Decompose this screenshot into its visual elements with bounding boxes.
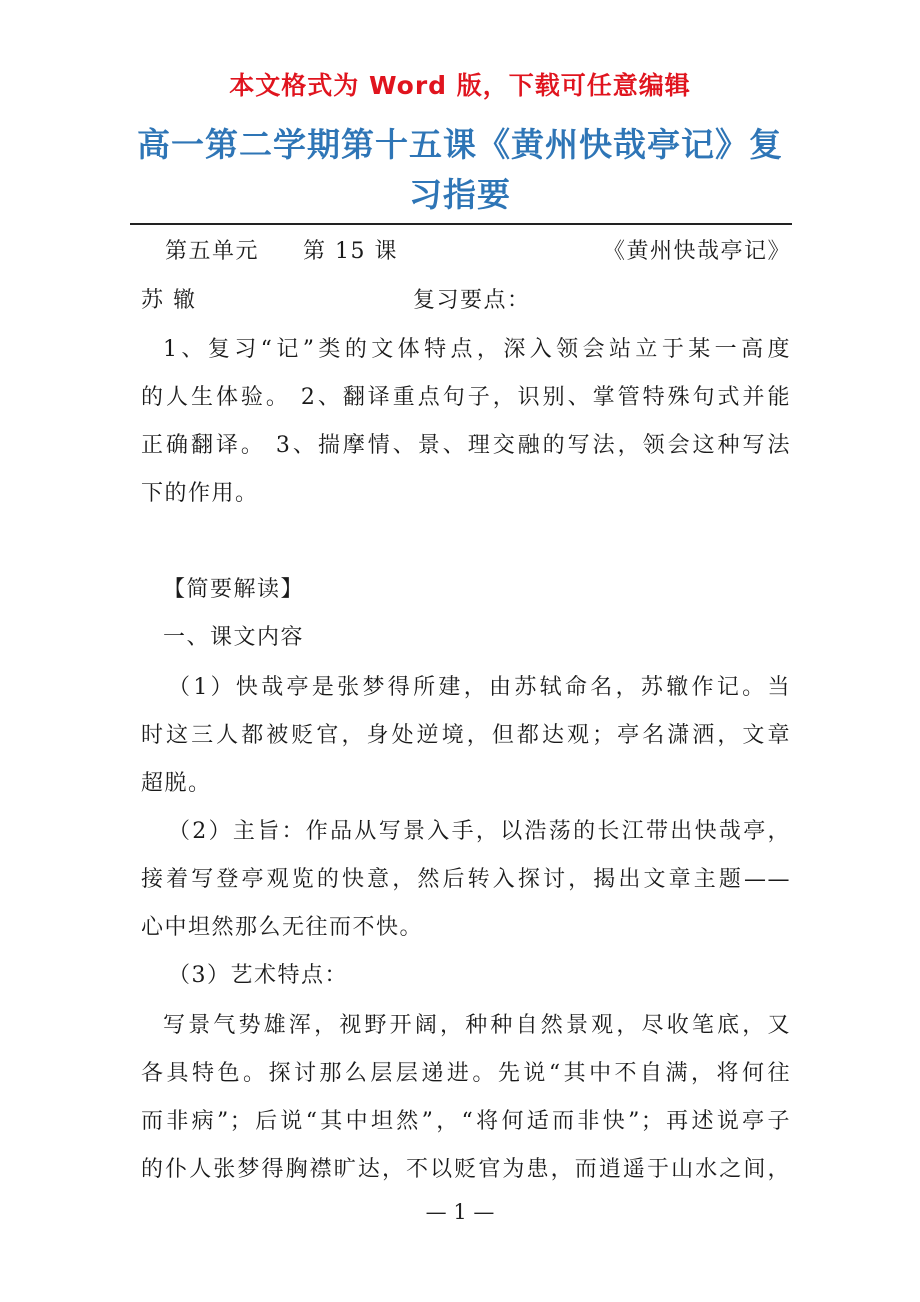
paragraph-line: 正确翻译。 3、揣摩情、景、理交融的写法，领会这种写法 bbox=[141, 433, 791, 458]
paragraph-line: 超脱。 bbox=[141, 771, 212, 796]
paragraph-line: 的仆人张梦得胸襟旷达，不以贬官为患，而逍遥于山水之间， bbox=[141, 1157, 791, 1182]
paragraph-line: （3）艺术特点： bbox=[168, 963, 348, 988]
document-title bbox=[130, 120, 790, 220]
paragraph-line: 各具特色。探讨那么层层递进。先说“其中不自满，将何往 bbox=[141, 1061, 791, 1086]
format-notice-banner: 本文格式为 Word 版，下载可任意编辑 bbox=[229, 71, 691, 100]
paragraph-line: （2）主旨：作品从写景入手，以浩荡的长江带出快哉亭， bbox=[168, 819, 791, 844]
paragraph-line: 时这三人都被贬官，身处逆境，但都达观；亭名潇洒，文章 bbox=[141, 723, 791, 748]
lesson-label: 第 15 课 bbox=[303, 239, 398, 264]
paragraph-line: （1）快哉亭是张梦得所建，由苏轼命名，苏辙作记。当 bbox=[168, 675, 791, 700]
paragraph-line: 1、复习“记”类的文体特点，深入领会站立于某一高度 bbox=[163, 337, 791, 362]
paragraph-line: 而非病”；后说“其中坦然”，“将何适而非快”；再述说亭子 bbox=[141, 1109, 791, 1134]
book-title: 《黄州快哉亭记》 bbox=[602, 239, 791, 264]
title-divider bbox=[130, 223, 792, 225]
paragraph-line: 下的作用。 bbox=[141, 481, 259, 506]
author-name: 苏 辙 bbox=[141, 288, 197, 313]
paragraph-line: 接着写登亭观览的快意，然后转入探讨，揭出文章主题—— bbox=[141, 867, 791, 892]
unit-label: 第五单元 bbox=[165, 239, 260, 264]
review-points-label: 复习要点： bbox=[413, 288, 531, 313]
section-heading: 【简要解读】 bbox=[163, 577, 305, 602]
paragraph-line: 写景气势雄浑，视野开阔，种种自然景观，尽收笔底，又 bbox=[163, 1013, 791, 1038]
subsection-heading: 一、课文内容 bbox=[163, 625, 305, 650]
paragraph-line: 的人生体验。 2、翻译重点句子，识别、掌管特殊句式并能 bbox=[141, 385, 791, 410]
page-number: — 1 — bbox=[425, 1200, 495, 1224]
title-line-1: 高一第二学期第十五课《黄州快哉亭记》复 bbox=[137, 125, 783, 164]
title-line-2: 习指要 bbox=[409, 175, 511, 214]
paragraph-line: 心中坦然那么无往而不快。 bbox=[141, 915, 424, 940]
